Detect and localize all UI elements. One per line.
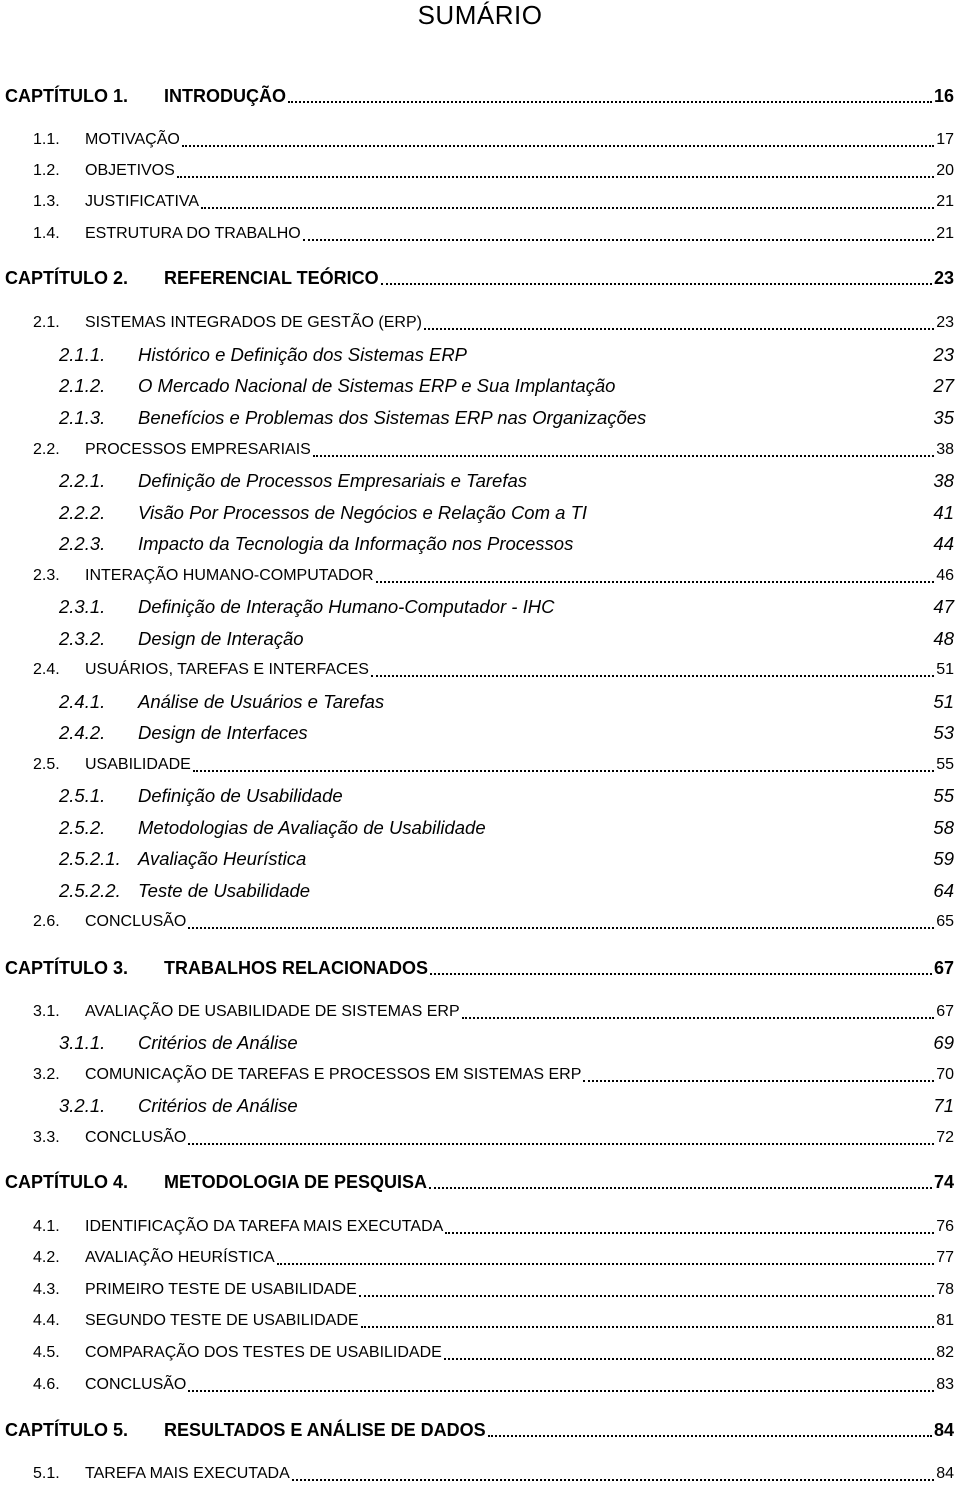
toc-entry[interactable] bbox=[0, 1373, 960, 1397]
toc-entry-page: 51 bbox=[933, 691, 954, 712]
toc-entry-number: CAPTÍTULO 5. bbox=[5, 1420, 129, 1440]
toc-entry[interactable] bbox=[0, 1031, 960, 1055]
toc-leader-dots bbox=[583, 1080, 934, 1082]
toc-entry-label: IDENTIFICAÇÃO DA TAREFA MAIS EXECUTADA bbox=[85, 1218, 444, 1235]
toc-entry[interactable] bbox=[0, 84, 960, 108]
toc-entry[interactable] bbox=[0, 128, 960, 152]
toc-entry-number: 5.1. bbox=[33, 1465, 60, 1482]
toc-entry[interactable] bbox=[0, 564, 960, 588]
toc-entry-number: 2.5.2.2. bbox=[59, 880, 121, 901]
toc-leader-dots bbox=[292, 1479, 934, 1481]
toc-entry-label: Design de Interfaces bbox=[138, 722, 308, 743]
toc-entry-page: 55 bbox=[933, 785, 954, 806]
toc-leader-dots bbox=[288, 101, 932, 103]
toc-entry-number: 4.5. bbox=[33, 1344, 60, 1361]
toc-entry-number: 2.3.1. bbox=[59, 596, 106, 617]
toc-entry-number: 2.3.2. bbox=[59, 628, 106, 649]
toc-entry[interactable] bbox=[0, 1418, 960, 1442]
toc-entry-page: 16 bbox=[933, 86, 954, 106]
toc-entry-label: MOTIVAÇÃO bbox=[85, 131, 180, 148]
toc-entry-page: 35 bbox=[933, 407, 954, 428]
toc-entry-page: 77 bbox=[936, 1249, 954, 1266]
toc-leader-dots bbox=[313, 455, 934, 457]
toc-entry-number: CAPTÍTULO 2. bbox=[5, 268, 129, 288]
toc-entry-number: 2.1.3. bbox=[59, 407, 106, 428]
toc-entry[interactable] bbox=[0, 784, 960, 808]
toc-leader-dots bbox=[177, 176, 934, 178]
toc-entry-label: Histórico e Definição dos Sistemas ERP bbox=[138, 344, 468, 365]
toc-entry-number: 3.2. bbox=[33, 1066, 60, 1083]
toc-entry-number: 2.4. bbox=[33, 661, 60, 678]
toc-entry-page: 38 bbox=[936, 441, 954, 458]
toc-entry-label: METODOLOGIA DE PESQUISA bbox=[164, 1172, 428, 1192]
toc-entry-number: 4.3. bbox=[33, 1281, 60, 1298]
toc-entry[interactable] bbox=[0, 311, 960, 335]
toc-entry-label: CONCLUSÃO bbox=[85, 1129, 187, 1146]
toc-entry[interactable] bbox=[0, 532, 960, 556]
toc-entry-label: AVALIAÇÃO DE USABILIDADE DE SISTEMAS ERP bbox=[85, 1003, 460, 1020]
toc-entry-number: 4.1. bbox=[33, 1218, 60, 1235]
toc-entry[interactable] bbox=[0, 690, 960, 714]
toc-entry-page: 67 bbox=[933, 958, 954, 978]
toc-entry-number: 2.2.1. bbox=[59, 470, 106, 491]
toc-entry[interactable] bbox=[0, 1246, 960, 1270]
toc-entry-page: 27 bbox=[933, 375, 954, 396]
toc-entry[interactable] bbox=[0, 1000, 960, 1024]
toc-entry-page: 44 bbox=[933, 533, 954, 554]
toc-entry-label: JUSTIFICATIVA bbox=[85, 193, 200, 210]
toc-leader-dots bbox=[488, 1435, 932, 1437]
toc-entry[interactable] bbox=[0, 1215, 960, 1239]
toc-entry-label: PRIMEIRO TESTE DE USABILIDADE bbox=[85, 1281, 357, 1298]
toc-entry-page: 23 bbox=[933, 268, 954, 288]
toc-entry-label: AVALIAÇÃO HEURÍSTICA bbox=[85, 1249, 275, 1266]
toc-entry-label: Visão Por Processos de Negócios e Relação Com a TI bbox=[138, 502, 588, 523]
toc-entry-page: 81 bbox=[936, 1312, 954, 1329]
toc-entry[interactable] bbox=[0, 847, 960, 871]
toc-entry[interactable] bbox=[0, 159, 960, 183]
toc-leader-dots bbox=[424, 328, 934, 330]
toc-entry-label: Benefícios e Problemas dos Sistemas ERP nas Organizações bbox=[138, 407, 647, 428]
toc-entry-label: Definição de Interação Humano-Computador - IHC bbox=[138, 596, 555, 617]
toc-entry-page: 72 bbox=[936, 1129, 954, 1146]
toc-entry-page: 47 bbox=[933, 596, 954, 617]
toc-entry-label: Metodologias de Avaliação de Usabilidade bbox=[138, 817, 486, 838]
toc-entry-page: 53 bbox=[933, 722, 954, 743]
toc-entry-label: Design de Interação bbox=[138, 628, 304, 649]
toc-entry-label: TRABALHOS RELACIONADOS bbox=[164, 958, 428, 978]
toc-entry-page: 67 bbox=[936, 1003, 954, 1020]
toc-entry-number: 4.6. bbox=[33, 1376, 60, 1393]
toc-entry-page: 82 bbox=[936, 1344, 954, 1361]
toc-entry-page: 84 bbox=[933, 1420, 954, 1440]
toc-entry-label: ESTRUTURA DO TRABALHO bbox=[85, 225, 301, 242]
toc-entry[interactable] bbox=[0, 190, 960, 214]
toc-entry-number: 4.2. bbox=[33, 1249, 60, 1266]
toc-entry[interactable] bbox=[0, 469, 960, 493]
toc-leader-dots bbox=[462, 1017, 934, 1019]
toc-entry-number: 3.1. bbox=[33, 1003, 60, 1020]
toc-entry[interactable] bbox=[0, 343, 960, 367]
toc-entry[interactable] bbox=[0, 1341, 960, 1365]
toc-leader-dots bbox=[182, 145, 934, 147]
toc-entry-number: 1.3. bbox=[33, 193, 60, 210]
toc-leader-dots bbox=[430, 973, 932, 975]
toc-entry[interactable] bbox=[0, 910, 960, 934]
toc-entry-number: 2.2.2. bbox=[59, 502, 106, 523]
toc-leader-dots bbox=[371, 675, 934, 677]
toc-entry-number: CAPTÍTULO 4. bbox=[5, 1172, 129, 1192]
toc-entry-label: COMUNICAÇÃO DE TAREFAS E PROCESSOS EM SISTEMAS ERP bbox=[85, 1066, 582, 1083]
toc-entry-number: 2.6. bbox=[33, 913, 60, 930]
toc-entry-page: 23 bbox=[933, 344, 954, 365]
toc-leader-dots bbox=[193, 770, 934, 772]
toc-entry-page: 65 bbox=[936, 913, 954, 930]
toc-entry-page: 51 bbox=[936, 661, 954, 678]
toc-entry-page: 64 bbox=[933, 880, 954, 901]
toc-entry-page: 23 bbox=[936, 314, 954, 331]
toc-entry[interactable] bbox=[0, 266, 960, 290]
toc-entry[interactable] bbox=[0, 627, 960, 651]
toc-entry-page: 69 bbox=[933, 1032, 954, 1053]
toc-entry-page: 78 bbox=[936, 1281, 954, 1298]
toc-entry-number: 2.2.3. bbox=[59, 533, 106, 554]
toc-entry[interactable] bbox=[0, 1170, 960, 1194]
toc-entry[interactable] bbox=[0, 438, 960, 462]
toc-entry[interactable] bbox=[0, 222, 960, 246]
toc-entry-page: 41 bbox=[933, 502, 954, 523]
toc-entry[interactable] bbox=[0, 374, 960, 398]
toc-entry-number: 2.4.1. bbox=[59, 691, 106, 712]
toc-entry-label: REFERENCIAL TEÓRICO bbox=[164, 268, 379, 288]
toc-leader-dots bbox=[361, 1326, 934, 1328]
toc-entry-label: SISTEMAS INTEGRADOS DE GESTÃO (ERP) bbox=[85, 314, 422, 331]
toc-entry-label: RESULTADOS E ANÁLISE DE DADOS bbox=[164, 1420, 486, 1440]
toc-entry-page: 17 bbox=[936, 131, 954, 148]
toc-entry-number: 2.1.1. bbox=[59, 344, 106, 365]
toc-entry[interactable] bbox=[0, 1309, 960, 1333]
toc-entry-number: 2.5.2.1. bbox=[59, 848, 121, 869]
toc-entry-number: 2.5.1. bbox=[59, 785, 106, 806]
toc-entry-label: Definição de Usabilidade bbox=[138, 785, 343, 806]
toc-entry-page: 58 bbox=[933, 817, 954, 838]
toc-entry-label: INTRODUÇÃO bbox=[164, 86, 286, 106]
toc-entry-number: 2.3. bbox=[33, 567, 60, 584]
toc-leader-dots bbox=[188, 1143, 934, 1145]
toc-leader-dots bbox=[188, 927, 934, 929]
toc-entry[interactable] bbox=[0, 1126, 960, 1150]
toc-entry-page: 21 bbox=[936, 193, 954, 210]
toc-entry[interactable] bbox=[0, 1094, 960, 1118]
toc-entry-page: 38 bbox=[933, 470, 954, 491]
toc-leader-dots bbox=[381, 283, 932, 285]
toc-entry-number: 2.4.2. bbox=[59, 722, 106, 743]
toc-leader-dots bbox=[201, 207, 934, 209]
toc-entry[interactable] bbox=[0, 753, 960, 777]
toc-entry-page: 76 bbox=[936, 1218, 954, 1235]
toc-leader-dots bbox=[444, 1358, 934, 1360]
toc-entry-number: 2.2. bbox=[33, 441, 60, 458]
toc-entry-number: 3.1.1. bbox=[59, 1032, 106, 1053]
page-title: SUMÁRIO bbox=[417, 0, 543, 30]
toc-leader-dots bbox=[188, 1390, 934, 1392]
toc-entry-label: O Mercado Nacional de Sistemas ERP e Sua Implantação bbox=[138, 375, 616, 396]
toc-entry-label: Critérios de Análise bbox=[138, 1032, 298, 1053]
toc-entry-number: 2.5.2. bbox=[59, 817, 106, 838]
toc-leader-dots bbox=[429, 1187, 932, 1189]
toc-entry-number: 3.3. bbox=[33, 1129, 60, 1146]
toc-entry-number: CAPTÍTULO 3. bbox=[5, 958, 129, 978]
toc-entry-page: 83 bbox=[936, 1376, 954, 1393]
toc-entry-page: 71 bbox=[933, 1095, 954, 1116]
toc-entry[interactable] bbox=[0, 1063, 960, 1087]
toc-entry-page: 48 bbox=[933, 628, 954, 649]
toc-entry-label: TAREFA MAIS EXECUTADA bbox=[85, 1465, 290, 1482]
toc-entry[interactable] bbox=[0, 816, 960, 840]
toc-entry[interactable] bbox=[0, 501, 960, 525]
toc-entry-label: Avaliação Heurística bbox=[138, 848, 307, 869]
toc-entry-number: 1.4. bbox=[33, 225, 60, 242]
toc-entry-page: 46 bbox=[936, 567, 954, 584]
toc-entry-label: Impacto da Tecnologia da Informação nos Processos bbox=[138, 533, 574, 554]
toc-entry-number: 1.1. bbox=[33, 131, 60, 148]
toc-entry-label: OBJETIVOS bbox=[85, 162, 175, 179]
toc-entry-label: Critérios de Análise bbox=[138, 1095, 298, 1116]
toc-leader-dots bbox=[277, 1263, 934, 1265]
toc-entry-label: Teste de Usabilidade bbox=[138, 880, 311, 901]
toc-entry-label: USUÁRIOS, TAREFAS E INTERFACES bbox=[85, 661, 369, 678]
toc-entry-number: 1.2. bbox=[33, 162, 60, 179]
toc-entry-number: 2.1.2. bbox=[59, 375, 106, 396]
toc-entry-label: INTERAÇÃO HUMANO-COMPUTADOR bbox=[85, 567, 374, 584]
toc-entry[interactable] bbox=[0, 658, 960, 682]
toc-entry-label: Análise de Usuários e Tarefas bbox=[138, 691, 385, 712]
toc-entry-page: 74 bbox=[933, 1172, 954, 1192]
toc-entry[interactable] bbox=[0, 1462, 960, 1486]
toc-entry-label: Definição de Processos Empresariais e Tarefas bbox=[138, 470, 528, 491]
toc-entry[interactable] bbox=[0, 595, 960, 619]
toc-entry-label: SEGUNDO TESTE DE USABILIDADE bbox=[85, 1312, 359, 1329]
toc-entry-label: USABILIDADE bbox=[85, 756, 191, 773]
toc-entry-page: 59 bbox=[933, 848, 954, 869]
toc-entry[interactable] bbox=[0, 1278, 960, 1302]
toc-entry-page: 84 bbox=[936, 1465, 954, 1482]
toc-entry-number: CAPTÍTULO 1. bbox=[5, 86, 129, 106]
toc-entry[interactable] bbox=[0, 956, 960, 980]
toc-entry-label: COMPARAÇÃO DOS TESTES DE USABILIDADE bbox=[85, 1344, 442, 1361]
toc-entry[interactable] bbox=[0, 879, 960, 903]
toc-entry[interactable] bbox=[0, 406, 960, 430]
toc-entry-number: 3.2.1. bbox=[59, 1095, 106, 1116]
toc-leader-dots bbox=[303, 239, 934, 241]
toc-entry[interactable] bbox=[0, 721, 960, 745]
toc-entry-number: 4.4. bbox=[33, 1312, 60, 1329]
toc-leader-dots bbox=[376, 581, 934, 583]
toc-entry-label: CONCLUSÃO bbox=[85, 913, 187, 930]
toc-entry-label: CONCLUSÃO bbox=[85, 1376, 187, 1393]
toc-leader-dots bbox=[359, 1295, 934, 1297]
toc-entry-label: PROCESSOS EMPRESARIAIS bbox=[85, 441, 311, 458]
toc-entry-page: 55 bbox=[936, 756, 954, 773]
toc-leader-dots bbox=[445, 1232, 934, 1234]
toc-entry-page: 20 bbox=[936, 162, 954, 179]
toc-entry-page: 70 bbox=[936, 1066, 954, 1083]
toc-entry-page: 21 bbox=[936, 225, 954, 242]
toc-entry-number: 2.1. bbox=[33, 314, 60, 331]
toc-entry-number: 2.5. bbox=[33, 756, 60, 773]
